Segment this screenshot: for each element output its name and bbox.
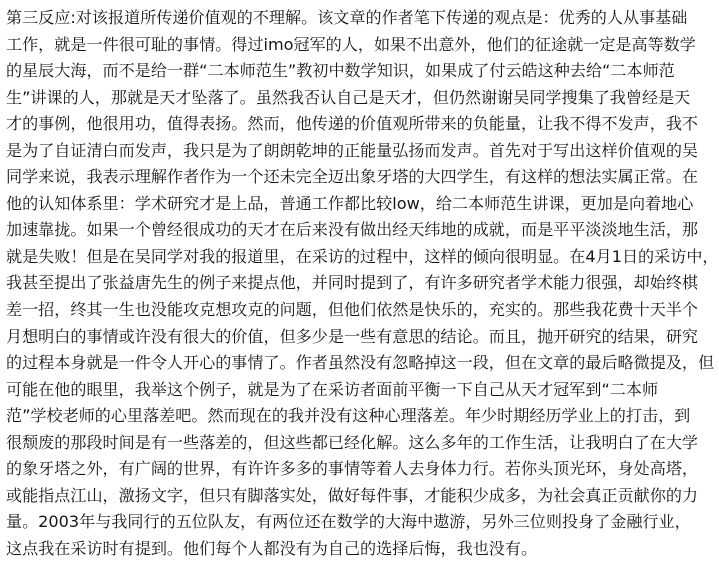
text-line: 就是失败！但是在吴同学对我的报道里，在采访的过程中，这样的倾向很明显。在4月1日的采访中， (6, 246, 719, 266)
text-line: 生”讲课的人，那就是天才坠落了。虽然我否认自己是天才，但仍然谢谢吴同学搜集了我曾经是天 (6, 87, 691, 107)
text-line: 才的事例，他很用功，值得表扬。然而，他传递的价值观所带来的负能量，让我不得不发声，我不 (6, 114, 699, 134)
text-line: 的过程本身就是一件令人开心的事情了。作者虽然没有忽略掉这一段，但在文章的最后略微提及，但 (6, 353, 715, 373)
text-line: 差一招，终其一生也没能攻克想攻克的问题，但他们依然是快乐的，充实的。那些我花费十天半个 (6, 300, 699, 320)
text-line: 量。2003年与我同行的五位队友，有两位还在数学的大海中遨游，另外三位则投身了金融行业， (6, 512, 691, 532)
article-body (6, 5, 719, 562)
text-line: 工作，就是一件很可耻的事情。得过imo冠军的人，如果不出意外，他们的征途就一定是高等数学 (6, 34, 696, 54)
text-line: 的象牙塔之外，有广阔的世界，有许许多多的事情等着人去身体力行。若你头顶光环，身处高塔， (6, 459, 699, 479)
text-line: 是为了自证清白而发声，我只是为了朗朗乾坤的正能量弘扬而发声。首先对于写出这样价值观的吴 (6, 140, 699, 160)
text-line: 的星辰大海，而不是给一群“二本师范生”教初中数学知识，如果成了付云皓这种去给“二本师范 (6, 61, 675, 81)
text-line: 月想明白的事情或许没有很大的价值，但多少是一些有意思的结论。而且，抛开研究的结果，研究 (6, 326, 699, 346)
text-line: 他的认知体系里：学术研究才是上品，普通工作都比较low，给二本师范生讲课，更加是向着地心 (6, 193, 694, 213)
text-line: 同学来说，我表示理解作者作为一个还未完全迈出象牙塔的大四学生，有这样的想法实属正常。在 (6, 167, 699, 187)
text-line: 加速靠拢。如果一个曾经很成功的天才在后来没有做出经天纬地的成就，而是平平淡淡地生活，那 (6, 220, 699, 240)
text-line: 很颓废的那段时间是有一些落差的，但这些都已经化解。这么多年的工作生活，让我明白了在大学 (6, 432, 699, 452)
text-line: 我甚至提出了张益唐先生的例子来提点他，并同时提到了，有许多研究者学术能力很强，却始终棋 (6, 273, 699, 293)
text-line: 范”学校老师的心里落差吧。然而现在的我并没有这种心理落差。年少时期经历学业上的打击，到 (6, 406, 691, 426)
text-line: 或能指点江山，激扬文字，但只有脚落实处，做好每件事，才能积少成多，为社会真正贡献你的力 (6, 485, 699, 505)
text-line: 这点我在采访时有提到。他们每个人都没有为自己的选择后悔，我也没有。 (6, 538, 538, 558)
text-line: 第三反应:对该报道所传递价值观的不理解。该文章的作者笔下传递的观点是：优秀的人从事基础 (6, 8, 688, 27)
text-line: 可能在他的眼里，我举这个例子，就是为了在采访者面前平衡一下自己从天才冠军到“二本师 (6, 379, 659, 399)
